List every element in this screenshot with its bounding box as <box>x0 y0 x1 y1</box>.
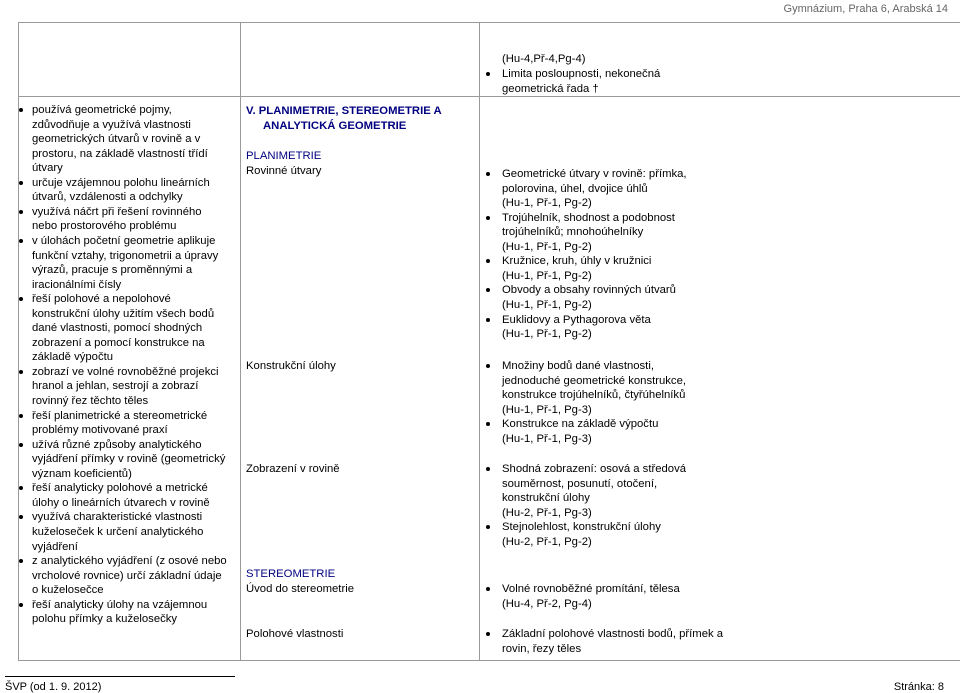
footer-page-number: Stránka: 8 <box>893 681 944 693</box>
topics-list <box>480 627 730 656</box>
topic-hours: (Hu-1, Př-1, Pg-2) <box>502 328 592 341</box>
section-title: ANALYTICKÁ GEOMETRIE <box>263 120 407 133</box>
topic-text: Konstrukce na základě výpočtu <box>502 418 659 431</box>
topics-list <box>480 462 710 549</box>
topic-item <box>480 520 710 549</box>
topic-hours: (Hu-1, Př-1, Pg-2) <box>502 240 592 253</box>
topic-hours: (Hu-1, Př-1, Pg-2) <box>502 269 592 282</box>
subheading-uvod: Úvod do stereometrie <box>246 583 354 596</box>
topic-item <box>480 283 710 312</box>
outcome-item: používá geometrické pojmy, zdůvodňuje a využívá vlastnosti geometrických útvarů v rovině a v prostoru, na základě vlastností třídí útvary <box>19 103 227 176</box>
topic-hours: (Hu-1, Př-1, Pg-3) <box>502 432 592 445</box>
outcome-item: řeší analyticky úlohy na vzájemnou polohu přímky a kuželosečky <box>19 598 227 627</box>
topic-item <box>480 167 710 211</box>
outcome-item: řeší polohové a nepolohové konstrukční úlohy užitím všech bodů dané vlastnosti, pomocí shodných zobrazení a pomocí konstrukce na základě výpočtu <box>19 292 227 365</box>
topic-text: Trojúhelník, shodnost a podobnost trojúhelníků; mnohoúhelníky <box>502 211 675 239</box>
topics-list <box>480 167 710 342</box>
topic-hours: (Hu-4,Př-4,Pg-4) <box>502 53 586 65</box>
topic-text: Množiny bodů dané vlastnosti, jednoduché geometrické konstrukce, konstrukce trojúhelníků, čtyřúhelníků <box>502 360 686 402</box>
subheading-polohove: Polohové vlastnosti <box>246 628 344 641</box>
outcome-item: řeší planimetrické a stereometrické problémy motivované praxí <box>19 409 227 438</box>
topic-text: Stejnolehlost, konstrukční úlohy <box>502 521 661 534</box>
outcomes-cell <box>19 97 241 661</box>
outcome-item: užívá různé způsoby analytického vyjádření přímky v rovině (geometrický význam koeficientů) <box>19 438 227 482</box>
topic-text: Základní polohové vlastnosti bodů, přímek a rovin, řezy těles <box>502 628 724 655</box>
outcome-item: zobrazí ve volné rovnoběžné projekci hranol a jehlan, sestrojí a zobrazí rovinný řez těchto těles <box>19 365 227 409</box>
topic-item <box>480 462 710 520</box>
topic-text: Shodná zobrazení: osová a středová souměrnost, posunutí, otočení, konstrukční úlohy <box>502 463 687 505</box>
topic-hours: (Hu-2, Př-1, Pg-2) <box>502 535 592 548</box>
footer-left: ŠVP (od 1. 9. 2012) <box>5 681 102 693</box>
topic-hours: (Hu-1, Př-1, Pg-2) <box>502 299 592 312</box>
subheading-zobrazeni: Zobrazení v rovině <box>246 463 340 476</box>
outcome-item: využívá náčrt při řešení rovinného nebo prostorového problému <box>19 205 227 234</box>
footer-divider <box>5 676 235 677</box>
topic-hours: (Hu-2, Př-1, Pg-3) <box>502 506 592 519</box>
section-title: V. PLANIMETRIE, STEREOMETRIE A <box>246 105 442 118</box>
topic-item <box>480 627 730 656</box>
page-header: Gymnázium, Praha 6, Arabská 14 <box>783 3 948 15</box>
outcome-item: v úlohách početní geometrie aplikuje funkční vztahy, trigonometrii a úpravy výrazů, pracuje s proměnnými a iracionálními čísly <box>19 234 227 292</box>
outcomes-cell-top <box>19 23 241 97</box>
topic-item <box>480 211 710 255</box>
curriculum-table <box>18 22 960 661</box>
outcomes-list <box>19 97 227 627</box>
topic-item <box>480 582 730 611</box>
list-item: Limita posloupnosti, nekonečná geometrická řada † <box>480 67 680 96</box>
subheading-rovinne: Rovinné útvary <box>246 165 322 178</box>
topic-item <box>480 313 710 342</box>
topic-hours: (Hu-1, Př-1, Pg-2) <box>502 197 592 210</box>
table-row <box>19 97 960 661</box>
topics-cell <box>480 97 960 661</box>
table-row <box>19 23 960 97</box>
section-cell-top <box>241 23 480 97</box>
topic-item <box>480 254 710 283</box>
outcome-item: využívá charakteristické vlastnosti kuželoseček k určení analytického vyjádření <box>19 510 227 554</box>
section-cell <box>241 97 480 661</box>
outcome-item: z analytického vyjádření (z osové nebo vrcholové rovnice) určí základní údaje o kuželosečce <box>19 554 227 598</box>
outcome-item: řeší analyticky polohové a metrické úlohy o lineárních útvarech v rovině <box>19 481 227 510</box>
outcome-item: určuje vzájemnou polohu lineárních útvarů, vzdálenosti a odchylky <box>19 176 227 205</box>
topics-list <box>480 582 730 611</box>
topic-text: Kružnice, kruh, úhly v kružnici <box>502 255 652 268</box>
topic-item <box>480 359 710 417</box>
topic-text: Geometrické útvary v rovině: přímka, polorovina, úhel, dvojice úhlů <box>502 168 687 195</box>
topics-list <box>480 359 710 446</box>
subheading-konstrukcni: Konstrukční úlohy <box>246 360 336 373</box>
topic-hours: (Hu-1, Př-1, Pg-3) <box>502 403 592 416</box>
topic-hours: (Hu-4, Př-2, Pg-4) <box>502 597 592 610</box>
heading-planimetrie: PLANIMETRIE <box>246 150 322 163</box>
topics-cell-top <box>480 23 960 97</box>
topic-text: Euklidovy a Pythagorova věta <box>502 313 651 326</box>
topic-item <box>480 417 710 446</box>
heading-stereometrie: STEREOMETRIE <box>246 568 336 581</box>
topic-text: Obvody a obsahy rovinných útvarů <box>502 284 676 297</box>
topic-text: Volné rovnoběžné promítání, tělesa <box>502 583 680 596</box>
